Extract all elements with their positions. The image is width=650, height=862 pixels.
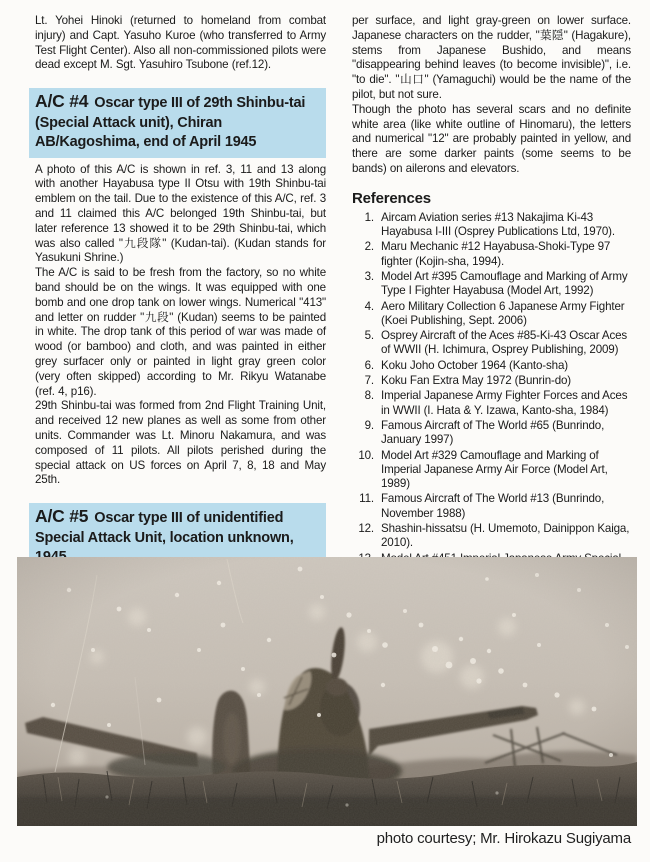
reference-item: Koku Fan Extra May 1972 (Bunrin-do) xyxy=(381,374,572,388)
aircraft-wreck-photo xyxy=(17,557,637,826)
reference-item: Model Art #395 Camouflage and Marking of Army Type I Fighter Hayabusa (Model Art, 1992) xyxy=(381,269,628,298)
reference-item: Aero Military Collection 6 Japanese Army Fighter (Koei Publishing, Sept. 2006) xyxy=(381,299,625,327)
reference-item: Model Art #329 Camouflage and Marking of Imperial Japanese Army Air Force (Model Art, 1989) xyxy=(381,448,608,491)
photo-vignette xyxy=(17,557,637,826)
right-column xyxy=(352,14,631,581)
reference-item: Aircam Aviation series #13 Nakajima Ki-43 Hayabusa I-III (Osprey Publications Ltd, 1970). xyxy=(381,210,615,239)
intro-paragraph: Lt. Yohei Hinoki (returned to homeland from combat injury) and Capt. Yasuho Kuroe (who transferred to Army Test Flight Center). Also all non-commissioned pilots were dead except M. Sgt. Yasuhiro Tsubone (ref.12). xyxy=(35,14,326,72)
reference-item: Imperial Japanese Army Fighter Forces and Aces in WWII (I. Hata & Y. Izawa, Kanto-sha, 1984) xyxy=(381,389,628,417)
ac4-paragraph-1: A photo of this A/C is shown in ref. 3, 11 and 13 along with another Hayabusa type II Otsu with 19th Shinbu-tai emblem on the tail. Due to the existence of this A/C, ref. 3 and 11 claimed this A/C belonged 19th Shinbu-tai, but later reference 13 showed it to be 29th Shinbu-tai, which was also called "九段隊" (Kudan-tai). (Kudan stands for Yasukuni Shrine.) xyxy=(35,162,326,265)
section-heading-ac4 xyxy=(29,88,326,158)
reference-item: Famous Aircraft of The World #65 (Bunrindo, January 1997) xyxy=(381,418,605,447)
reference-item: Koku Joho October 1964 (Kanto-sha) xyxy=(381,358,568,372)
section-title: Oscar type III of unidentified Special Attack Unit, location unknown, xyxy=(35,510,294,546)
section-number: A/C #4 xyxy=(35,91,89,112)
ac5-paragraph-scars: Though the photo has several scars and no definite white area (like white outline of Hinomaru), the letters and numerical "12" are probably painted in yellow, and there are some darker paints (some seems to be bands) on ailerons and elevators. xyxy=(352,102,631,175)
ac5-paragraph-continued: per surface, and light gray-green on lower surface. Japanese characters on the rudder, "葉隠" (Hagakure), stems from Japanese Bushido, and means "disappearing behind leaves (to become invisible)", i.e. "to die". "山口" (Yamaguchi) would be the name of the pilot, but not sure. xyxy=(352,14,631,101)
section-title: Oscar type III of 29th Shinbu-tai (Special Attack unit), Chiran AB/Kagoshima, end of April 1945 xyxy=(35,95,306,151)
reference-item: Maru Mechanic #12 Hayabusa-Shoki-Type 97 fighter (Kojin-sha, 1994). xyxy=(381,240,611,268)
ac4-paragraph-2: The A/C is said to be fresh from the factory, so no white band should be on the wings. It was equipped with one bomb and one drop tank on lower wings. Numerical "413" and letter on rudder "九段" (Kudan) seems to be painted in white. The drop tank of this period of war was made of wood (or bamboo) and cloth, and was painted in either grey surfacer only or painted in light gray green color (very often skipped) according to Mr. Rikyu Watanabe (ref. 4, p16). xyxy=(35,266,326,398)
photo-caption: photo courtesy; Mr. Hirokazu Sugiyama xyxy=(376,830,631,847)
aircraft-wreck-photo-illustration xyxy=(17,557,637,826)
references-list xyxy=(352,211,631,580)
reference-item: Osprey Aircraft of the Aces #85-Ki-43 Oscar Aces of WWII (H. Ichimura, Osprey Publishing, 2009) xyxy=(381,329,628,357)
section-number: A/C #5 xyxy=(35,506,89,527)
reference-item: Shashin-hissatsu (H. Umemoto, Dainippon Kaiga, 2010). xyxy=(381,522,630,550)
references-heading: References xyxy=(352,189,431,207)
ac4-paragraph-3: 29th Shinbu-tai was formed from 2nd Flight Training Unit, and received 12 new planes as well as some from other units. Commander was Lt. Minoru Nakamura, and was composed of 11 pilots. All pilots perished during the special attack on US forces on April 7, 8, 18 and May 25th. xyxy=(35,399,326,487)
reference-item: Famous Aircraft of The World #13 (Bunrindo, November 1988) xyxy=(381,492,605,520)
